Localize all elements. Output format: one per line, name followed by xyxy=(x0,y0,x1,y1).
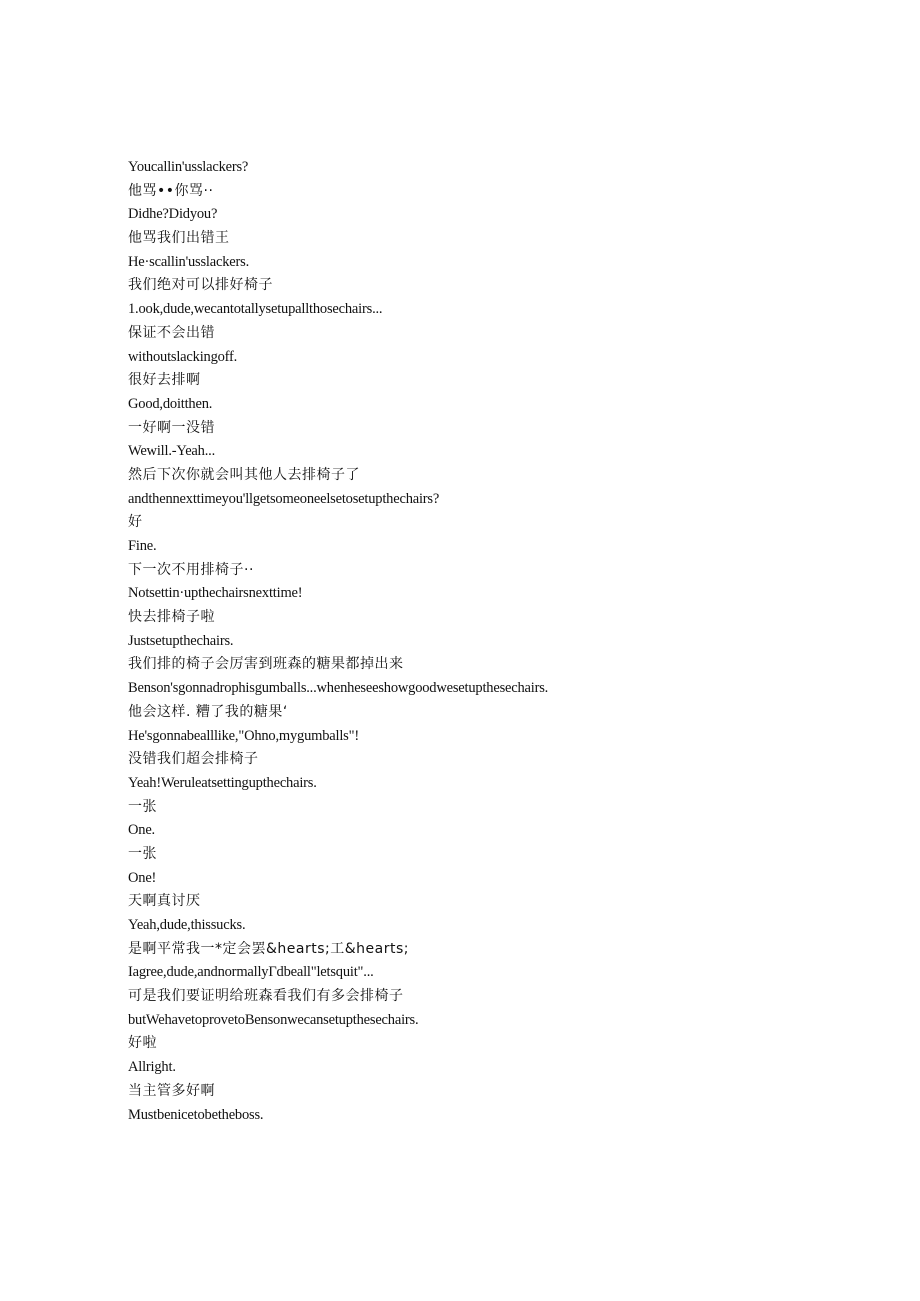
subtitle-line: Yeah!Weruleatsettingupthechairs. xyxy=(128,774,317,791)
subtitle-line: 他骂••你骂·· xyxy=(128,182,214,199)
subtitle-line: One. xyxy=(128,822,155,839)
subtitle-line: One! xyxy=(128,869,157,886)
subtitle-line: 一张 xyxy=(128,845,157,862)
subtitle-line: Wewill.-Yeah... xyxy=(128,443,215,460)
subtitle-transcript xyxy=(128,156,888,1127)
subtitle-line: 他会这样. 糟了我的糖果‘ xyxy=(128,703,288,720)
subtitle-line: 一张 xyxy=(128,798,157,815)
subtitle-line: 没错我们超会排椅子 xyxy=(128,751,259,768)
subtitle-line: butWehavetoprovetoBensonwecansetupthesechairs. xyxy=(128,1011,419,1028)
subtitle-line: 我们绝对可以排好椅子 xyxy=(128,277,273,294)
subtitle-line: andthennexttimeyou'llgetsomeoneelsetosetupthechairs? xyxy=(128,490,440,507)
subtitle-line: Didhe?Didyou? xyxy=(128,206,218,223)
subtitle-line: He·scallin'usslackers. xyxy=(128,253,250,270)
subtitle-line: 快去排椅子啦 xyxy=(128,609,215,626)
subtitle-line: 我们排的椅子会厉害到班森的糖果都掉出来 xyxy=(128,656,404,673)
subtitle-line: 1.ook,dude,wecantotallysetupallthosechairs... xyxy=(128,301,383,318)
subtitle-line: Good,doitthen. xyxy=(128,395,213,412)
subtitle-line: Justsetupthechairs. xyxy=(128,632,234,649)
subtitle-line: 他骂我们出错王 xyxy=(128,230,230,247)
subtitle-line: 好 xyxy=(128,514,143,531)
subtitle-line: 好啦 xyxy=(128,1035,157,1052)
subtitle-line: Yeah,dude,thissucks. xyxy=(128,917,246,933)
subtitle-line: Fine. xyxy=(128,538,157,554)
subtitle-line: 下一次不用排椅子·· xyxy=(128,561,254,578)
subtitle-line: 当主管多好啊 xyxy=(128,1082,215,1099)
subtitle-line: Mustbenicetobetheboss. xyxy=(128,1106,264,1123)
subtitle-line: withoutslackingoff. xyxy=(128,348,238,365)
subtitle-line: 很好去排啊 xyxy=(128,372,201,389)
subtitle-line: Benson'sgonnadrophisgumballs...whenheseeshowgoodwesetupthesechairs. xyxy=(128,680,549,697)
subtitle-line: 是啊平常我一*定会罢&hearts;工&hearts; xyxy=(128,940,409,957)
subtitle-line: 保证不会出错 xyxy=(128,324,215,341)
subtitle-line: Allright. xyxy=(128,1059,176,1076)
subtitle-line: Notsettin·upthechairsnexttime! xyxy=(128,585,303,602)
subtitle-line: 一好啊一没错 xyxy=(128,419,215,436)
subtitle-line: 天啊真讨厌 xyxy=(128,893,201,910)
subtitle-line: Youcallin'usslackers? xyxy=(128,159,249,175)
subtitle-line: 然后下次你就会叫其他人去排椅子了 xyxy=(128,466,360,483)
subtitle-line: Iagree,dude,andnormallyΓdbeall"letsquit"... xyxy=(128,964,374,981)
subtitle-line: 可是我们要证明给班森看我们有多会排椅子 xyxy=(128,988,404,1005)
subtitle-line: He'sgonnabealllike,"Ohno,mygumballs"! xyxy=(128,727,359,744)
